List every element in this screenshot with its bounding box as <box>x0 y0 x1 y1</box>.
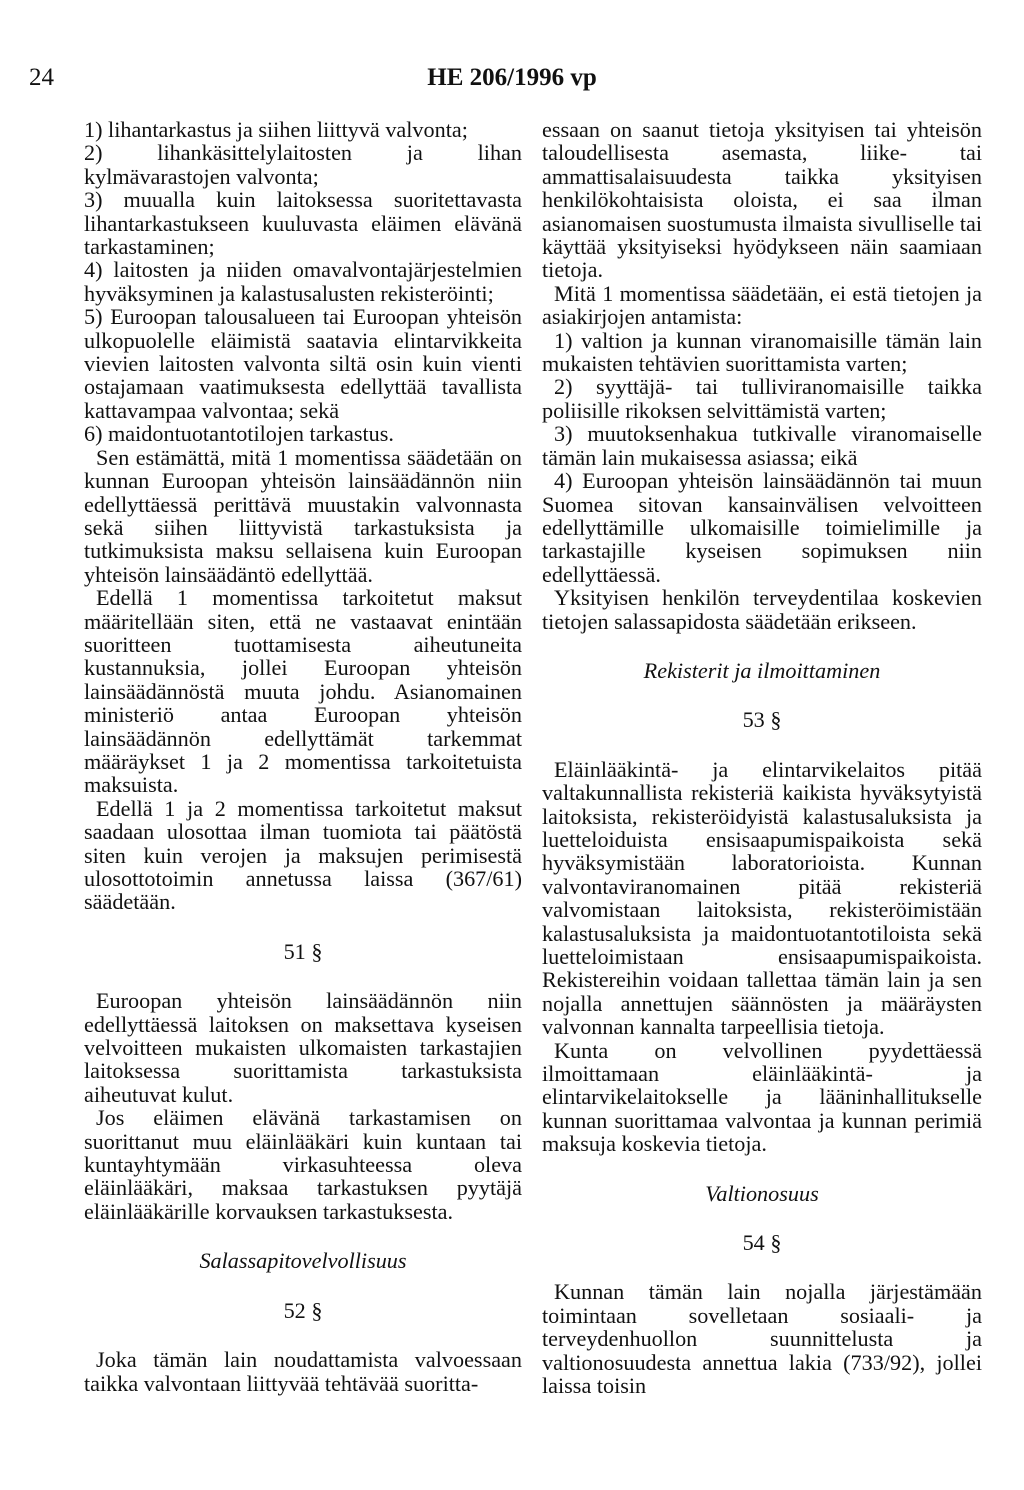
list-item: 2) syyttäjä- tai tulliviranomaisille taikka poliisille rikoksen selvittämistä varten; <box>542 374 982 423</box>
document-id: HE 206/1996 vp <box>427 64 597 91</box>
paragraph: Sen estämättä, mitä 1 momentissa säädetään on kunnan Euroopan yhteisön lainsäädännön niin edellyttäessä perittävä muustakin valvonnasta sekä siihen liittyvistä tarkastuksista ja tutkimuksista maksu sellaisena kuin Euroopan yhteisön lainsäädäntö edellyttää. <box>84 444 522 587</box>
list-item: 4) laitosten ja niiden omavalvontajärjestelmien hyväksyminen ja kalastusalusten rekisteröinti; <box>84 257 522 306</box>
list-item: 5) Euroopan talousalueen tai Euroopan yhteisön ulkopuolelle eläimistä saatavia elintarvikkeita vievien laitosten valvonta siltä osin kuin vienti ostajamaan vaatimuksesta edellyttää tavallista kattavampaa valvontaa; sekä <box>84 304 522 423</box>
paragraph: Yksityisen henkilön terveydentilaa koskevien tietojen salassapidosta säädetään erikseen. <box>542 585 982 634</box>
section-heading-salassapito: Salassapitovelvollisuus <box>199 1248 407 1274</box>
list-item: 6) maidontuotantotilojen tarkastus. <box>84 421 394 447</box>
paragraph: Eläinlääkintä- ja elintarvikelaitos pitää valtakunnallista rekisteriä kaikista hyväksytyistä laitoksista, rekisteröidyistä kalastusaluksista ja luetteloiduista ensisaapumispaikoista sekä hyväksymistään laboratorioista. Kunnan valvontaviranomainen pitää rekisteriä valvomistaan laitoksista, rekisteröimistään kalastusaluksista ja maidontuotantotiloista sekä luetteloimistaan ensisaapumispaikoista. Rekistereihin voidaan tallettaa tämän lain ja sen nojalla annettujen säännösten ja määräysten valvonnan kannalta tarpeellisia tietoja. <box>542 756 982 1040</box>
list-item: 1) lihantarkastus ja siihen liittyvä valvonta; <box>84 117 468 142</box>
right-column <box>542 118 982 1398</box>
list-item: 1) valtion ja kunnan viranomaisille tämän lain mukaisten tehtävien suorittamista varten; <box>542 327 982 377</box>
section-heading-valtionosuus: Valtionosuus <box>705 1180 819 1206</box>
section-label-54: 54 § <box>742 1230 782 1256</box>
list-item: 3) muutoksenhakua tutkivalle viranomaiselle tämän lain mukaisessa asiassa; eikä <box>542 421 982 470</box>
paragraph: Joka tämän lain noudattamista valvoessaan taikka valvontaan liittyvää tehtävää suoritta- <box>84 1347 522 1396</box>
page-number: 24 <box>29 64 54 91</box>
paragraph: Mitä 1 momentissa säädetään, ei estä tietojen ja asiakirjojen antamista: <box>542 280 982 330</box>
paragraph: Euroopan yhteisön lainsäädännön niin edellyttäessä laitoksen on maksettava kyseisen velvoitteen mukaisten ulkomaisten tarkastajien laitoksessa suorittamista tarkastuksista aiheutuvat kulut. <box>84 988 522 1107</box>
paragraph: Edellä 1 ja 2 momentissa tarkoitetut maksut saadaan ulosottaa ilman tuomiota tai päätöstä siten kuin verojen ja maksujen perimisestä ulosottotoimin annetussa laissa (367/61) säädetään. <box>84 795 522 915</box>
section-label-53: 53 § <box>742 707 782 733</box>
list-item: 3) muualla kuin laitoksessa suoritettavasta lihantarkastukseen kuuluvasta eläimen elävänä tarkastaminen; <box>84 187 522 260</box>
left-column <box>84 118 522 1395</box>
paragraph: essaan on saanut tietoja yksityisen tai yhteisön taloudellisesta asemasta, liike- tai ammattisalaisuudesta taikka yksityisen henkilökohtaisista oloista, ei saa ilman asianomaisen suostumusta ilmaista sivulliselle tai käyttää yksityiseksi hyödykseen näin saamiaan tietoja. <box>542 117 982 283</box>
section-label-52: 52 § <box>283 1297 323 1323</box>
list-item: 4) Euroopan yhteisön lainsäädännön tai muun Suomea sitovan kansainvälisen velvoitteen edellyttämille ulkomaisille toimielimille ja tarkastajille kyseisen sopimuksen niin edellyttäessä. <box>542 468 982 587</box>
list-item: 2) lihankäsittelylaitosten ja lihan kylmävarastojen valvonta; <box>84 140 522 189</box>
paragraph: Kunnan tämän lain nojalla järjestämään toimintaan sovelletaan sosiaali- ja terveydenhuollon suunnittelusta ja valtionosuudesta annettua lakia (733/92), jollei laissa toisin <box>542 1279 982 1399</box>
paragraph: Kunta on velvollinen pyydettäessä ilmoittamaan eläinlääkintä- ja elintarvikelaitokselle ja lääninhallitukselle kunnan suorittamaa valvontaa ja kunnan perimiä maksuja koskevia tietoja. <box>542 1037 982 1157</box>
paragraph: Edellä 1 momentissa tarkoitetut maksut määritellään siten, että ne vastaavat enintään suoritteen tuottamisesta aiheutuneita kustannuksia, jollei Euroopan yhteisön lainsäädännöstä muuta johdu. Asianomainen ministeriö antaa Euroopan yhteisön lainsäädännön edellyttämät tarkemmat määräykset 1 ja 2 momentissa tarkoitetuista maksuista. <box>84 585 522 798</box>
section-label-51: 51 § <box>283 938 323 964</box>
paragraph: Jos eläimen elävänä tarkastamisen on suorittanut muu eläinlääkäri kuin kuntaan tai kuntayhtymään virkasuhteessa oleva eläinlääkäri, maksaa tarkastuksen pyytäjä eläinlääkärille korvauksen tarkastuksesta. <box>84 1105 522 1224</box>
section-heading-rekisterit: Rekisterit ja ilmoittaminen <box>643 657 881 683</box>
